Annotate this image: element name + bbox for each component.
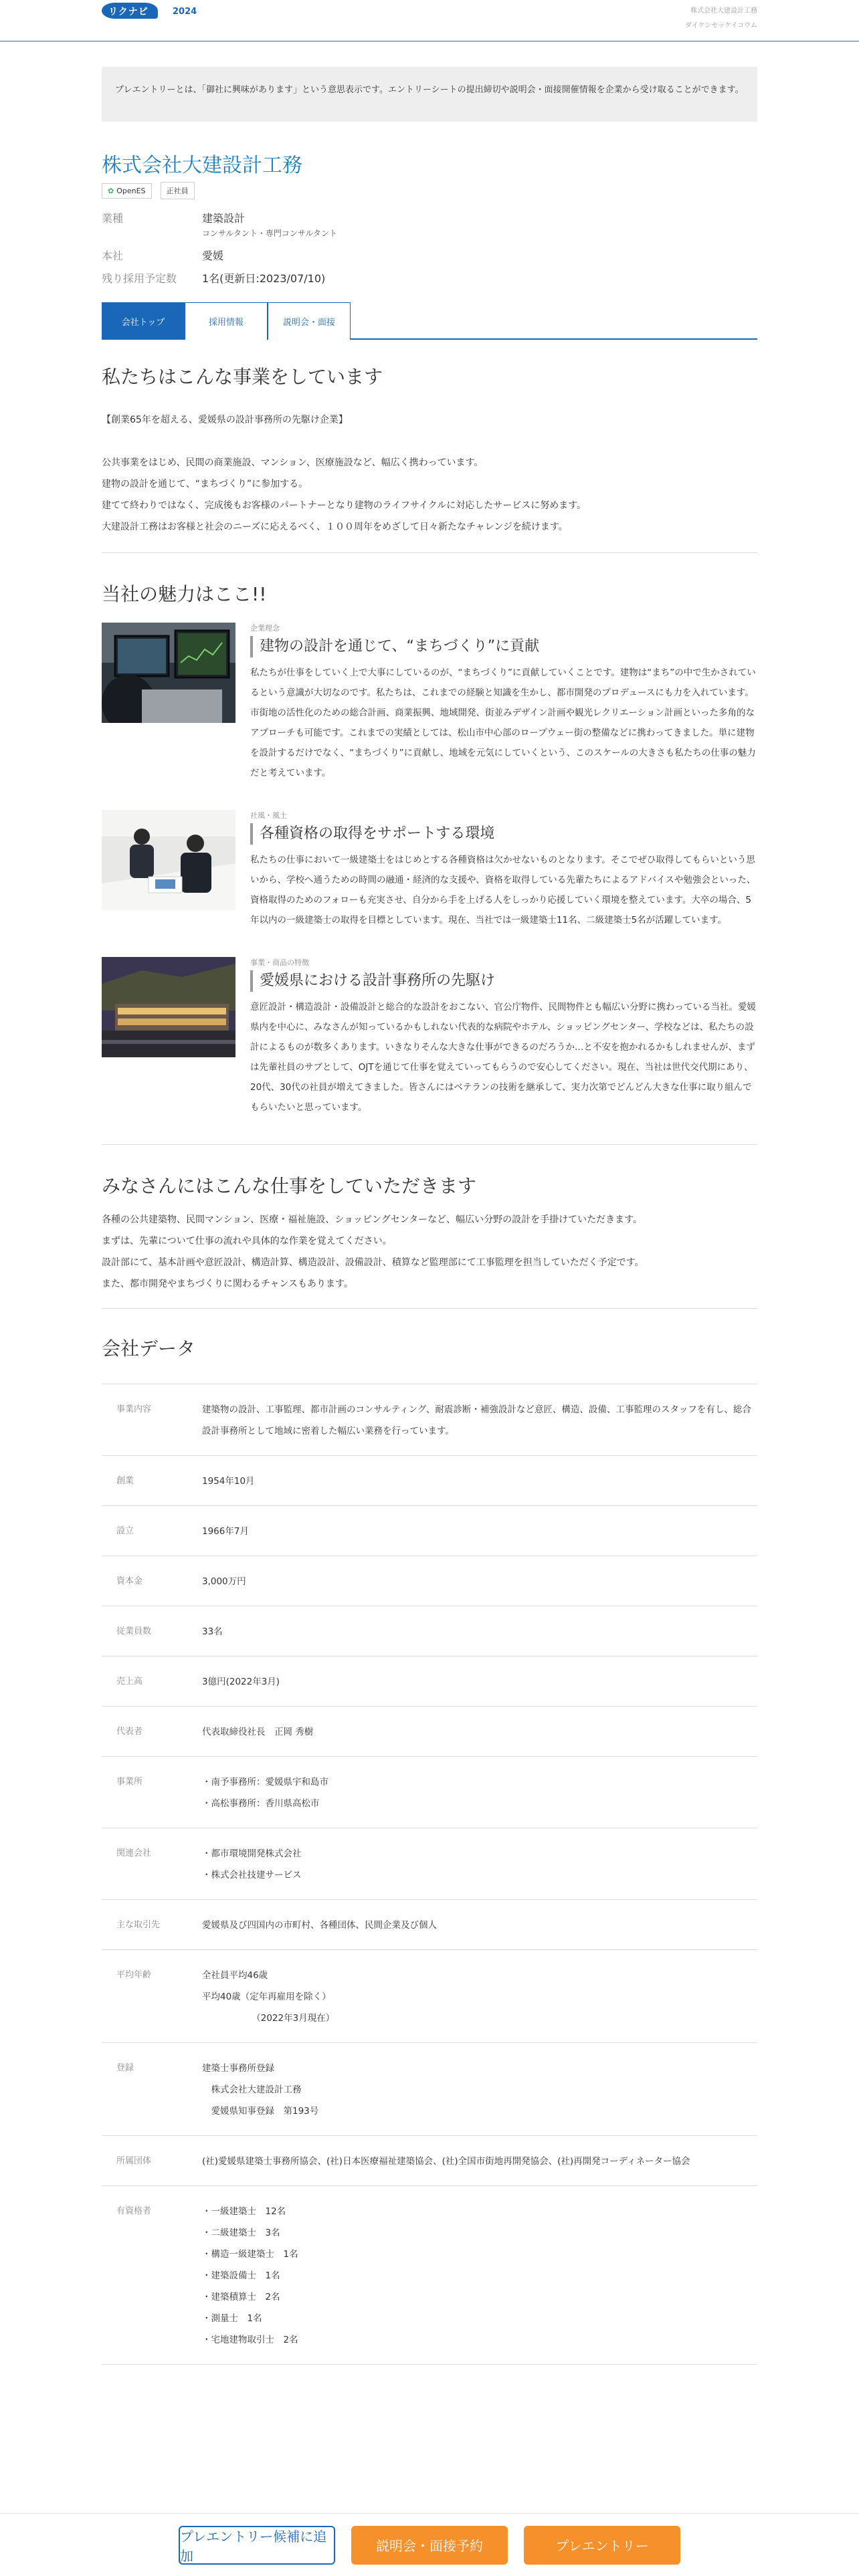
header-company-kana: ダイケンセッケイコウム [685, 22, 757, 29]
work-text [102, 1209, 757, 1295]
data-value [202, 1843, 757, 1886]
data-row [102, 1606, 757, 1656]
data-value-line: ・都市環境開発株式会社 [202, 1848, 302, 1859]
business-line: 建物の設計を通じて、“まちづくり”に参加する。 [102, 479, 308, 490]
office-monitors-photo [102, 623, 235, 723]
data-value-line: ・測量士 1名 [202, 2313, 262, 2324]
appeal-item [102, 957, 757, 1117]
pre-entry-button[interactable]: プレエントリー [524, 2526, 680, 2565]
work-title: みなさんにはこんな仕事をしていただきます [102, 1175, 477, 1197]
section-divider [102, 1308, 757, 1309]
data-value-line: 愛媛県知事登録 第193号 [202, 2106, 319, 2117]
appeal-text: 意匠設計・構造設計・設備設計と総合的な設計をおこない、官公庁物件、民間物件とも幅広い分野に携わっている当社。愛媛県内を中心に、みなさんが知っているかもしれない代表的な病院やホテル、ショッピングセンター、学校などは、私たちの設計によるものが数多くあります。いきなりそんな大きな仕事ができるのだろうか…と不安を抱かれるかもしれませんが、まずは先輩社員のサブとして、OJTを通じて仕事を覚えていってもらうので安心してください。現在、当社は世代交代期にあり、20代、30代の社員が増えてきました。皆さんにはベテランの技術を継承して、実力次第でどんどん大きな仕事に取り組んでもらいたいと思っています。 [250, 1002, 756, 1113]
appeal-category: 企業理念 [250, 624, 280, 633]
data-value [202, 2201, 757, 2351]
data-value-line: 全社員平均46歳 [202, 1970, 268, 1981]
data-label: 創業 [116, 1476, 134, 1486]
data-value-line: ・高松事務所：香川県高松市 [202, 1798, 320, 1809]
data-row [102, 1757, 757, 1828]
data-value-line: ・一級建築士 12名 [202, 2206, 286, 2217]
appeal-text: 私たちの仕事において一級建築士をはじめとする各種資格は欠かせないものとなります。そこでぜひ取得してもらいという思いから、学校へ通うための時間の融通・経済的な支援や、資格を取得している先輩たちによるアドバイスや勉強会といった、資格取得のためのフォローも充実させ、自分から手を上げる人をしっかり応援していく環境を整えています。大卒の場合、5年以内の一級建築士の取得を目標としています。現在、当社では一級建築士11名、二級建築士5名が活躍しています。 [250, 855, 756, 926]
data-value-line: (社)愛媛県建築士事務所協会、(社)日本医療福祉建築協会、(社)全国市街地再開発協会、(社)再開発コーディネーター協会 [202, 2156, 690, 2167]
data-label: 従業員数 [116, 1626, 152, 1636]
company-data-title: 会社データ [102, 1337, 196, 1360]
business-line: 建てて終わりではなく、完成後もお客様のパートナーとなり建物のライフサイクルに対応したサービスに努めます。 [102, 500, 587, 511]
appeal-heading: 各種資格の取得をサポートする環境 [250, 823, 757, 845]
info-row-industry [102, 211, 757, 241]
tab-company-top[interactable]: 会社トップ [102, 302, 185, 340]
data-row [102, 2043, 757, 2136]
data-value-line: 建築物の設計、工事監理、都市計画のコンサルティング、耐震診断・補強設計など意匠、構造、設備、工事監理のスタッフを有し、総合設計事務所として地域に密着した幅広い業務を行っています。 [202, 1404, 751, 1436]
info-value: 愛媛 [202, 249, 224, 262]
add-entry-candidate-button[interactable]: プレエントリー候補に追加 [179, 2526, 335, 2565]
company-summary [102, 211, 757, 286]
info-label: 本社 [102, 249, 124, 262]
work-line: まずは、先輩について仕事の流れや具体的な作業を覚えてください。 [102, 1236, 392, 1247]
data-value-line: 代表取締役社長 正岡 秀樹 [202, 1727, 314, 1737]
section-divider [102, 1144, 757, 1145]
appeal-content [250, 623, 757, 783]
data-value-line: 平均40歳（定年再雇用を除く） [202, 1992, 331, 2002]
work-section [102, 1172, 757, 1295]
site-header [0, 0, 859, 41]
appeal-heading: 愛媛県における設計事務所の先駆け [250, 970, 757, 992]
info-row-remaining-hires [102, 272, 757, 286]
bottom-action-bar [0, 2513, 859, 2576]
data-value-line: ・建築設備士 1名 [202, 2270, 280, 2281]
tag-employment-type: 正社員 [161, 182, 195, 199]
info-value: 1名(更新日:2023/07/10) [202, 272, 326, 285]
data-value-line: 1954年10月 [202, 1476, 255, 1487]
data-value-line: 愛媛県及び四国内の市町村、各種団体、民間企業及び個人 [202, 1920, 437, 1931]
info-label: 業種 [102, 212, 124, 225]
data-value [202, 1621, 757, 1642]
work-line: 各種の公共建築物、民間マンション、医療・福祉施設、ショッピングセンターなど、幅広い分野の設計を手掛けていただきます。 [102, 1214, 643, 1225]
data-label: 設立 [116, 1526, 134, 1536]
appeal-category: 社風・風土 [250, 811, 287, 820]
page-tabs [102, 302, 757, 340]
seminar-reservation-button[interactable]: 説明会・面接予約 [351, 2526, 508, 2565]
appeal-section [102, 580, 757, 1117]
business-section [102, 362, 757, 538]
data-value [202, 1521, 757, 1542]
appeal-content [250, 957, 757, 1117]
data-value-line: 3,000万円 [202, 1576, 246, 1587]
data-label: 所属団体 [116, 2156, 152, 2166]
business-lead: 【創業65年を超える、愛媛県の設計事務所の先駆け企業】 [102, 415, 348, 425]
data-value-line: ・株式会社技建サービス [202, 1870, 302, 1881]
data-label: 関連会社 [116, 1848, 152, 1858]
data-value [202, 1399, 757, 1442]
data-label: 有資格者 [116, 2206, 152, 2216]
appeal-title: 当社の魅力はここ!! [102, 583, 267, 605]
data-label: 事業所 [116, 1777, 143, 1787]
site-logo[interactable] [102, 3, 209, 20]
data-value-line: ・建築積算士 2名 [202, 2292, 280, 2302]
data-row [102, 1707, 757, 1757]
company-tags [102, 182, 757, 199]
data-label: 資本金 [116, 1576, 143, 1586]
data-value-line: 3億円(2022年3月) [202, 1677, 280, 1687]
data-label: 主な取引先 [116, 1920, 161, 1930]
data-row [102, 1456, 757, 1506]
data-value-line: （2022年3月現在） [202, 2013, 335, 2024]
data-row [102, 1900, 757, 1950]
data-label: 事業内容 [116, 1404, 152, 1414]
appeal-category: 事業・商品の特徴 [250, 958, 309, 967]
data-value [202, 1471, 757, 1492]
data-value [202, 1965, 757, 2029]
pre-entry-notice: プレエントリーとは、「御社に興味があります」という意思表示です。エントリーシートの提出締切や説明会・面接開催情報を企業から受け取ることができます。 [102, 67, 757, 122]
logo-text: リクナビ [108, 7, 149, 17]
data-value [202, 1721, 757, 1743]
data-value [202, 1772, 757, 1814]
data-value-line: 1966年7月 [202, 1526, 249, 1537]
leaf-icon: ✿ [108, 186, 114, 195]
data-value-line: 株式会社大建設計工務 [202, 2084, 302, 2095]
data-value-line: ・南予事務所：愛媛県宇和島市 [202, 1777, 328, 1788]
info-value: 建築設計 [202, 212, 246, 225]
business-title: 私たちはこんな事業をしています [102, 366, 383, 388]
data-row [102, 1384, 757, 1456]
header-company-info [685, 4, 757, 33]
section-divider [102, 552, 757, 553]
data-value [202, 1915, 757, 1936]
data-row [102, 1828, 757, 1900]
info-value-group [202, 211, 337, 241]
logo-year: 2024 [173, 7, 197, 17]
appeal-item [102, 810, 757, 930]
appeal-content [250, 810, 757, 930]
info-sub: コンサルタント・専門コンサルタント [202, 229, 337, 238]
data-row [102, 2186, 757, 2365]
company-data-table [102, 1384, 757, 2365]
data-row [102, 1950, 757, 2043]
business-line: 大建設計工務はお客様と社会のニーズに応えるべく、１００周年をめざして日々新たなチャレンジを続けます。 [102, 522, 568, 532]
business-text [102, 452, 757, 538]
data-value [202, 1571, 757, 1592]
data-value-line: ・二級建築士 3名 [202, 2228, 280, 2238]
tab-seminar[interactable]: 説明会・面接 [268, 302, 351, 340]
data-row [102, 2136, 757, 2186]
data-label: 売上高 [116, 1677, 143, 1687]
business-line: 公共事業をはじめ、民間の商業施設、マンション、医療施設など、幅広く携わっています。 [102, 457, 484, 468]
data-label: 平均年齢 [116, 1970, 152, 1980]
company-data-section [102, 1334, 757, 2365]
info-row-headquarters [102, 249, 757, 263]
data-value-line: 33名 [202, 1626, 223, 1637]
work-line: また、都市開発やまちづくりに関わるチャンスもあります。 [102, 1279, 353, 1289]
data-label: 登録 [116, 2063, 134, 2073]
meeting-photo [102, 810, 235, 910]
data-value [202, 1671, 757, 1693]
data-row [102, 1656, 757, 1707]
tag-openes: ✿ OpenES [102, 183, 152, 199]
data-value [202, 2151, 757, 2172]
data-label: 代表者 [116, 1727, 143, 1737]
info-label: 残り採用予定数 [102, 272, 177, 285]
work-line: 設計部にて、基本計画や意匠設計、構造計算、構造設計、設備設計、積算など監理部にて工事監理を担当していただく予定です。 [102, 1257, 644, 1268]
data-row [102, 1506, 757, 1556]
data-value-line: ・宅地建物取引士 2名 [202, 2335, 298, 2345]
main-content [102, 67, 757, 2365]
data-value-line: 建築士事務所登録 [202, 2063, 274, 2074]
appeal-heading: 建物の設計を通じて、“まちづくり”に貢献 [250, 636, 757, 657]
company-name: 株式会社大建設計工務 [102, 154, 302, 177]
data-value-line: ・構造一級建築士 1名 [202, 2249, 298, 2260]
appeal-text: 私たちが仕事をしていく上で大事にしているのが、“まちづくり”に貢献していくことです。建物は“まち”の中で生かされているという意識が大切なのです。私たちは、これまでの経験と知識を生かし、都市開発のプロデュースにも力を入れています。市街地の活性化のための総合計画、商業振興、地域開発、街並みデザイン計画や観光レクリエーション計画といった多角的なアプローチも可能です。これまでの実績としては、松山市中心部のロープウェー街の整備などに携わってきました。単に建物を設計するだけでなく、“まちづくり”に貢献し、地域を元気にしていくという、このスケールの大きさも私たちの仕事の魅力だと考えています。 [250, 667, 756, 778]
data-value [202, 2058, 757, 2122]
appeal-item [102, 623, 757, 783]
data-row [102, 1556, 757, 1606]
building-photo [102, 957, 235, 1057]
tab-recruit-info[interactable]: 採用情報 [185, 302, 268, 340]
header-company-name: 株式会社大建設計工務 [690, 7, 757, 15]
